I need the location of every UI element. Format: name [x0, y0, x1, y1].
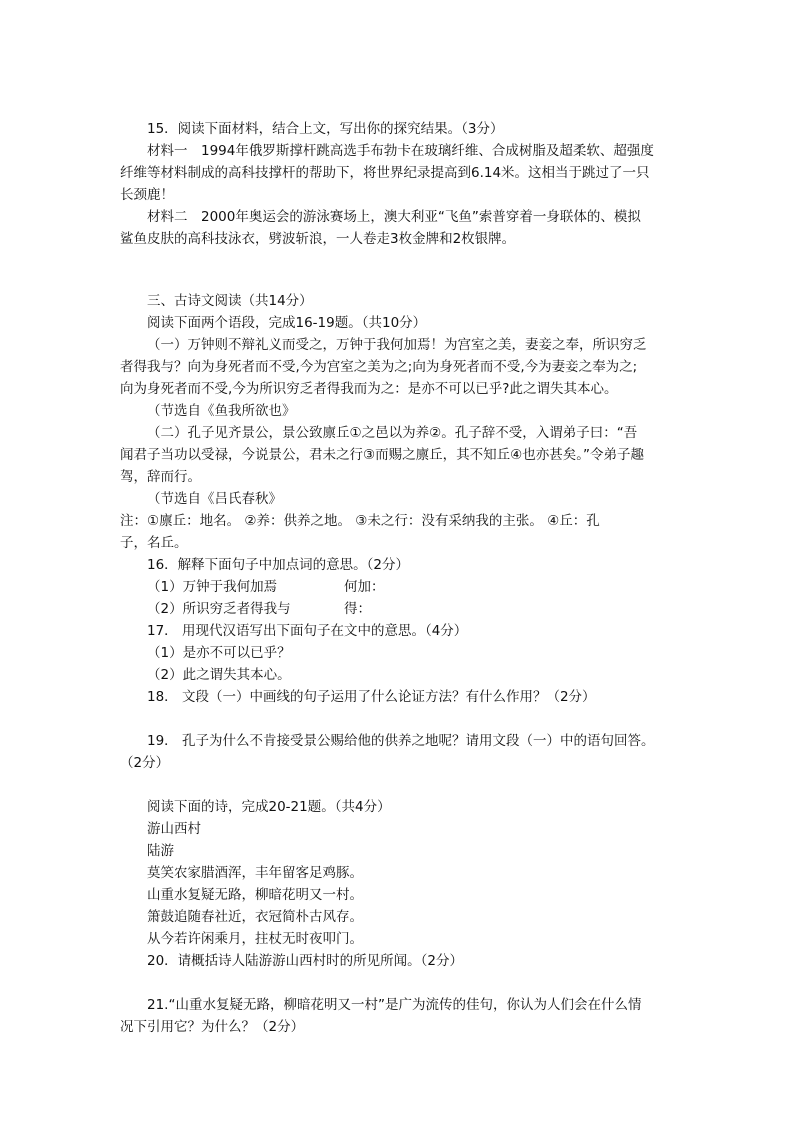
q15-prompt: 15．阅读下面材料，结合上文，写出你的探究结果。（3分）: [147, 121, 504, 137]
notes-line2: 子，名丘。: [120, 535, 188, 551]
poem-line1: 莫笑农家腊酒浑，丰年留客足鸡豚。: [147, 865, 363, 881]
notes-line1: 注：①廪丘：地名。 ②养：供养之地。 ③未之行：没有采纳我的主张。 ④丘：孔: [120, 513, 600, 529]
passage1-line2: 者得我与？向为身死者而不受,今为宫室之美为之;向为身死者而不受,今为妻妾之奉为之;: [120, 359, 638, 375]
section3-intro: 阅读下面两个语段，完成16-19题。（共10分）: [147, 315, 427, 331]
q17-item2: （2）此之谓失其本心。: [147, 667, 291, 683]
q19-line1: 19． 孔子为什么不肯接受景公赐给他的供养之地呢？请用文段（一）中的语句回答。: [147, 733, 655, 749]
poem-title: 游山西村: [147, 821, 201, 837]
poem-line4: 从今若许闲乘月，拄杖无时夜叩门。: [147, 931, 363, 947]
q20-prompt: 20．请概括诗人陆游游山西村时的所见所闻。（2分）: [147, 953, 464, 969]
q17-prompt: 17． 用现代汉语写出下面句子在文中的意思。（4分）: [147, 623, 468, 639]
q21-line2: 况下引用它？为什么？（2分）: [120, 1019, 305, 1035]
poem-line2: 山重水复疑无路，柳暗花明又一村。: [147, 887, 363, 903]
passage1-source: （节选自《鱼我所欲也》: [147, 403, 296, 419]
q15-material1-line3: 长颈鹿！: [120, 187, 174, 203]
q16-item2: [147, 598, 707, 620]
poem-line3: 箫鼓追随春社近，衣冠简朴古风存。: [147, 909, 363, 925]
passage2-line2: 闻君子当功以受禄，今说景公，君未之行③而赐之廪丘，其不知丘④也亦甚矣。”令弟子趣: [120, 447, 644, 463]
passage1-line3: 向为身死者而不受,今为所识穷乏者得我而为之：是亦不可以已乎?此之谓失其本心。: [120, 381, 618, 397]
passage2-line3: 驾，辞而行。: [120, 469, 201, 485]
q16-item2-blank: 得：: [344, 601, 371, 617]
q15-material2-line2: 鲨鱼皮肤的高科技泳衣，劈波斩浪，一人卷走3枚金牌和2枚银牌。: [120, 231, 516, 247]
poem-author: 陆游: [147, 843, 174, 859]
q17-item1: （1）是亦不可以已乎？: [147, 645, 291, 661]
q15-material1-line1: 材料一 1994年俄罗斯撑杆跳高选手布勃卡在玻璃纤维、合成树脂及超柔软、超强度: [147, 143, 654, 159]
q15-material2-line1: 材料二 2000年奥运会的游泳赛场上，澳大利亚“飞鱼”索普穿着一身联体的、模拟: [147, 209, 641, 225]
q21-line1: 21.“山重水复疑无路，柳暗花明又一村”是广为流传的佳句，你认为人们会在什么情: [147, 997, 642, 1013]
q16-item1: [147, 576, 707, 598]
q15-material1-line2: 纤维等材料制成的高科技撑杆的帮助下，将世界纪录提高到6.14米。这相当于跳过了一只: [120, 165, 650, 181]
section3-heading: 三、古诗文阅读（共14分）: [147, 293, 313, 309]
passage2-line1: （二）孔子见齐景公，景公致廪丘①之邑以为养②。孔子辞不受，入谓弟子曰：“吾: [147, 425, 638, 441]
q19-line2: （2分）: [120, 755, 170, 771]
q18-prompt: 18． 文段（一）中画线的句子运用了什么论证方法？有什么作用？（2分）: [147, 689, 596, 705]
q16-prompt: 16．解释下面句子中加点词的意思。（2分）: [147, 557, 410, 573]
q16-item1-blank: 何加：: [344, 579, 385, 595]
passage1-line1: （一）万钟则不辩礼义而受之，万钟于我何加焉！为宫室之美，妻妾之奉，所识穷乏: [147, 337, 647, 353]
q16-item1-sentence: （1）万钟于我何加焉: [147, 579, 278, 595]
q16-item2-sentence: （2）所识穷乏者得我与: [147, 601, 291, 617]
passage2-source: （节选自《吕氏春秋》: [147, 491, 282, 507]
poem-intro: 阅读下面的诗，完成20-21题。（共4分）: [147, 799, 391, 815]
